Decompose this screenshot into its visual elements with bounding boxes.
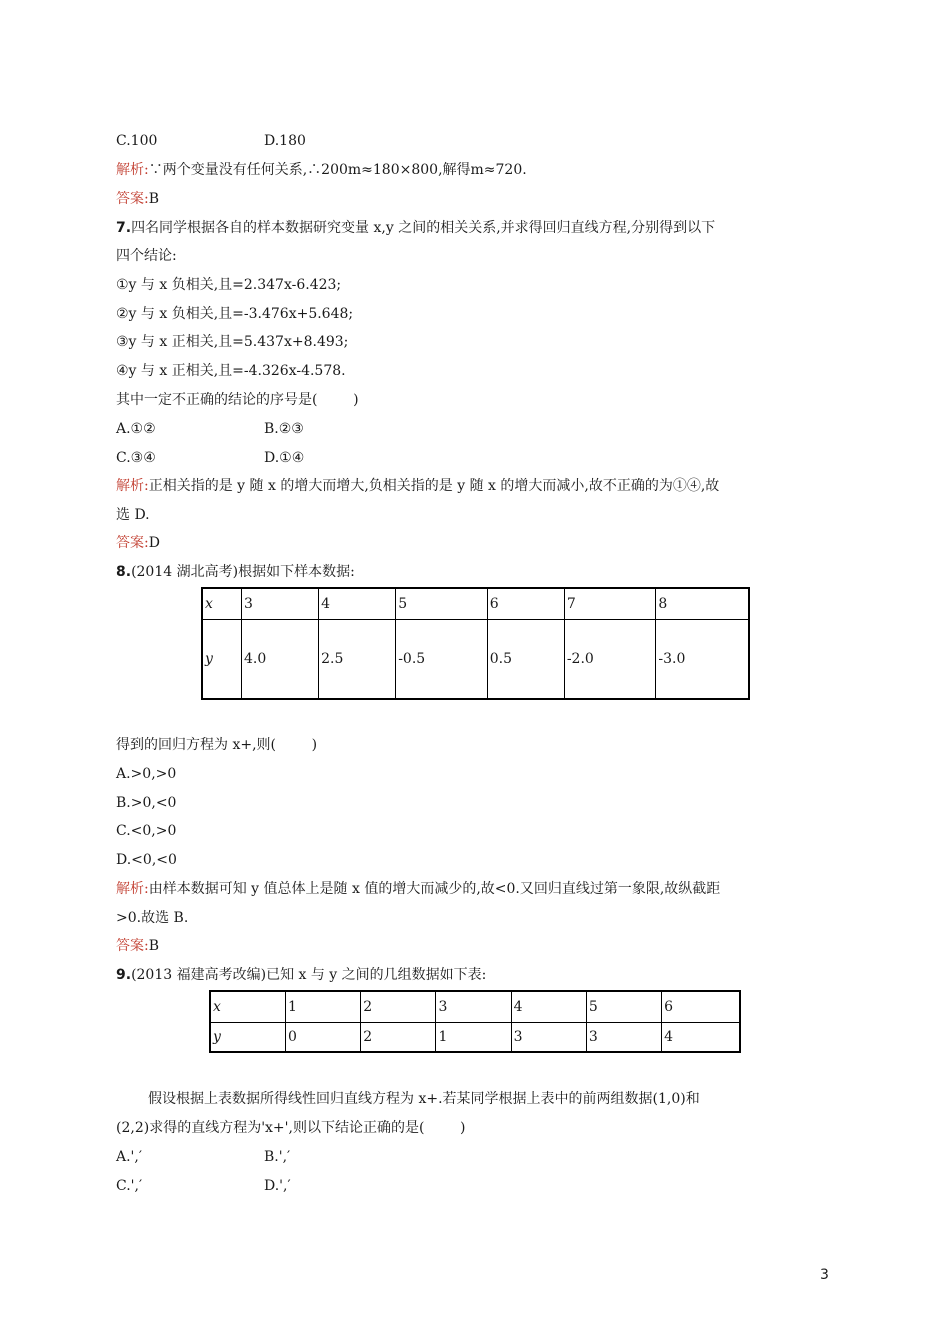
q9-option-d: D.',′ [264,1178,291,1194]
page-number: 3 [820,1267,829,1283]
q8-stem [116,563,355,581]
q8-analysis-line2: >0.故选 B. [116,910,189,926]
q8-answer [116,937,159,955]
table-cell: 0.5 [487,619,564,699]
table-row-x [202,588,749,619]
q7-option-a: A.①② [116,421,156,437]
q6-answer [116,190,159,208]
q9-data-table [209,990,741,1053]
q6-analysis [116,161,527,179]
analysis-label: 解析: [116,162,149,178]
table-cell: 2 [361,991,436,1022]
question-number: 7. [116,220,132,236]
answer-label: 答案: [116,535,149,551]
q7-conclusion-3: ③y 与 x 正相关,且=5.437x+8.493; [116,334,349,350]
q9-body-line2: (2,2)求得的直线方程为'x+',则以下结论正确的是( ) [116,1120,466,1136]
q7-stem-line2: 四个结论: [116,248,177,264]
answer-value: B [148,191,160,207]
table-cell: 6 [487,588,564,619]
question-number: 9. [116,967,132,983]
q8-option-b: B.>0,<0 [116,795,177,811]
table-cell: 1 [436,1022,511,1052]
table-header-y: y [202,619,242,699]
stem-text: 四名同学根据各自的样本数据研究变量 x,y 之间的相关关系,并求得回归直线方程,分别得到以下 [131,220,716,236]
analysis-label: 解析: [116,478,149,494]
table-cell: 1 [286,991,361,1022]
analysis-text: 由样本数据可知 y 值总体上是随 x 值的增大而减少的,故<0.又回归直线过第一象限,故纵截距 [148,881,721,897]
q7-option-d: D.①④ [264,450,305,466]
stem-text: (2013 福建高考改编)已知 x 与 y 之间的几组数据如下表: [131,967,487,983]
table-cell: 5 [586,991,661,1022]
q7-question: 其中一定不正确的结论的序号是( ) [116,392,359,408]
q7-option-b: B.②③ [264,421,304,437]
answer-value: D [148,535,160,551]
q7-answer [116,534,160,552]
q8-question: 得到的回归方程为 x+,则( ) [116,737,318,753]
table-row-x [210,991,740,1022]
table-cell: 6 [662,991,740,1022]
analysis-text: ∵两个变量没有任何关系,∴200m≈180×800,解得m≈720. [148,162,527,178]
table-cell: 8 [656,588,749,619]
q9-body-line1: 假设根据上表数据所得线性回归直线方程为 x+.若某同学根据上表中的前两组数据(1,0)和 [148,1091,700,1107]
table-cell: -2.0 [564,619,656,699]
q7-analysis [116,477,719,495]
answer-label: 答案: [116,191,149,207]
table-header-x: x [210,991,286,1022]
table-cell: -3.0 [656,619,749,699]
table-cell: 3 [586,1022,661,1052]
table-cell: 4.0 [242,619,319,699]
analysis-text: 正相关指的是 y 随 x 的增大而增大,负相关指的是 y 随 x 的增大而减小,故不正确的为①④,故 [148,478,720,494]
table-cell: 4 [511,991,586,1022]
answer-label: 答案: [116,938,149,954]
table-cell: 3 [436,991,511,1022]
q8-data-table [201,587,750,700]
q9-option-a: A.',′ [116,1149,143,1165]
analysis-label: 解析: [116,881,149,897]
q7-conclusion-2: ②y 与 x 负相关,且=-3.476x+5.648; [116,306,354,322]
q7-stem [116,219,715,237]
table-cell: 7 [564,588,656,619]
question-number: 8. [116,564,132,580]
q6-option-d: D.180 [264,133,306,149]
q6-option-c: C.100 [116,133,158,149]
table-cell: 2 [361,1022,436,1052]
q8-option-c: C.<0,>0 [116,823,177,839]
table-cell: 0 [286,1022,361,1052]
q7-conclusion-4: ④y 与 x 正相关,且=-4.326x-4.578. [116,363,346,379]
table-row-y [202,619,749,699]
q7-conclusion-1: ①y 与 x 负相关,且=2.347x-6.423; [116,277,342,293]
table-cell: 3 [242,588,319,619]
q8-option-d: D.<0,<0 [116,852,177,868]
answer-value: B [148,938,160,954]
table-cell: 4 [319,588,396,619]
table-cell: 3 [511,1022,586,1052]
stem-text: (2014 湖北高考)根据如下样本数据: [131,564,355,580]
table-cell: 4 [662,1022,740,1052]
q9-option-c: C.',′ [116,1178,143,1194]
table-header-x: x [202,588,242,619]
table-cell: 5 [396,588,488,619]
table-cell: 2.5 [319,619,396,699]
q7-analysis-line2: 选 D. [116,507,150,523]
table-row-y [210,1022,740,1052]
q8-option-a: A.>0,>0 [116,766,177,782]
table-cell: -0.5 [396,619,488,699]
q9-option-b: B.',′ [264,1149,291,1165]
table-header-y: y [210,1022,286,1052]
q8-analysis [116,880,720,898]
q9-stem [116,966,486,984]
q7-option-c: C.③④ [116,450,156,466]
